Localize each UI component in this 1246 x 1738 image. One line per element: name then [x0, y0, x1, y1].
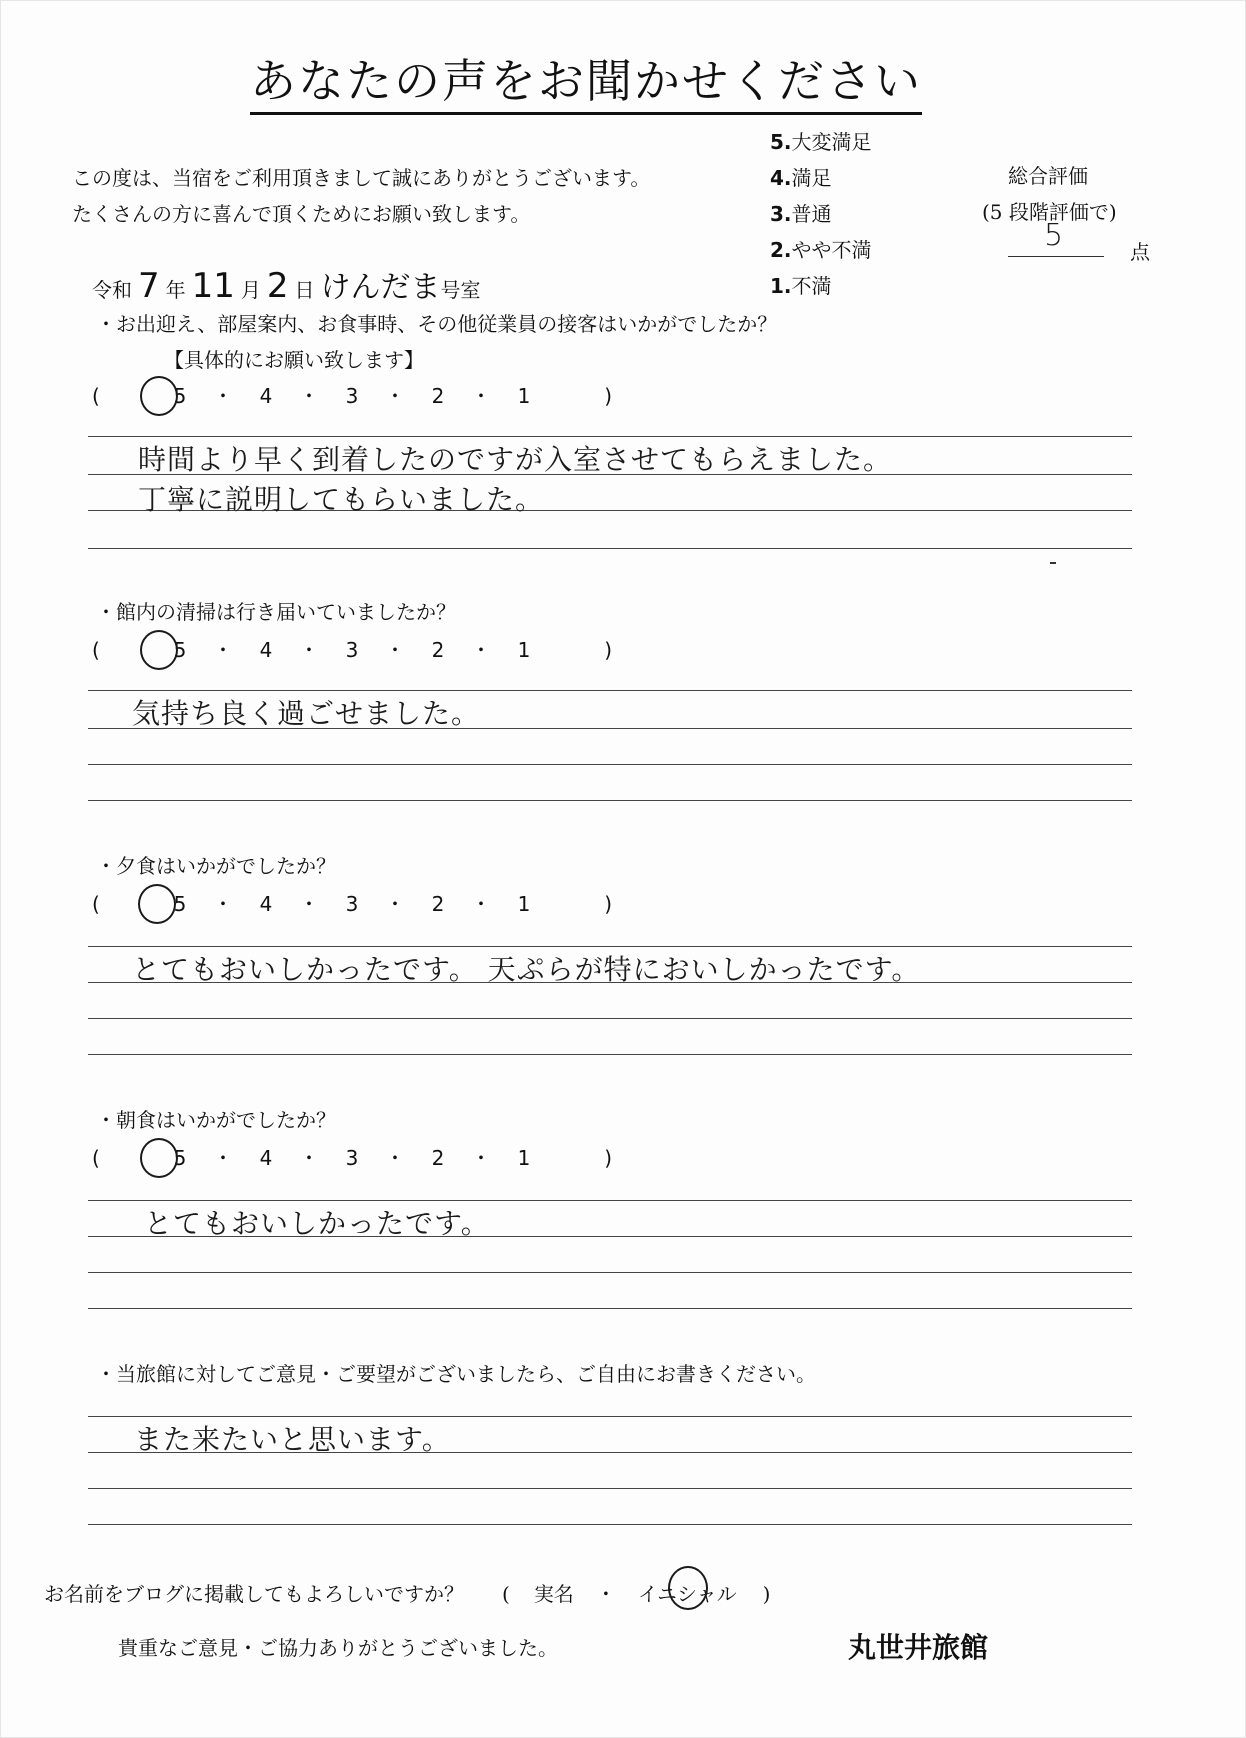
selected-rating-circle — [140, 630, 178, 670]
rating-row-breakfast: ( 5 ・ 4 ・ 3 ・ 2 ・ 1 ) — [92, 1146, 612, 1170]
stay-date-row — [92, 262, 481, 306]
answer-comments[interactable]: また来たいと思います。 — [134, 1423, 451, 1456]
selected-option-circle — [668, 1566, 708, 1610]
answer-line — [88, 1200, 1132, 1201]
rating-option-1[interactable]: 1 — [517, 638, 531, 662]
era-label: 令和 — [92, 278, 132, 302]
room-name[interactable]: けんだま — [320, 270, 441, 305]
page-title: あなたの声をお聞かせください — [250, 52, 922, 115]
rating-option-3[interactable]: 3 — [345, 892, 359, 916]
day-value[interactable]: 2 — [266, 266, 289, 306]
overall-score-unit: 点 — [1130, 240, 1150, 264]
question-dinner: ・夕食はいかがでしたか？ — [96, 854, 336, 878]
blog-consent-question: お名前をブログに掲載してもよろしいですか？ — [44, 1582, 464, 1606]
answer-line — [88, 436, 1132, 437]
question-service-note: 【具体的にお願い致します】 — [164, 348, 424, 372]
question-comments: ・当旅館に対してご意見・ご要望がございましたら、ご自由にお書きください。 — [96, 1362, 816, 1386]
answer-service-2[interactable]: 丁寧に説明してもらいました。 — [138, 483, 545, 516]
intro-line-1: この度は、当宿をご利用頂きまして誠にありがとうございます。 — [72, 166, 651, 190]
scale-4: 4.満足 — [770, 166, 832, 190]
rating-option-2[interactable]: 2 — [431, 638, 445, 662]
rating-option-3[interactable]: 3 — [345, 638, 359, 662]
selected-rating-circle — [140, 1138, 178, 1178]
selected-rating-circle — [140, 376, 178, 416]
overall-rating-label: 総合評価 — [1008, 164, 1088, 188]
rating-option-4[interactable]: 4 — [259, 384, 273, 408]
option-real-name[interactable]: 実名 — [533, 1582, 574, 1606]
overall-score-underline — [1008, 256, 1104, 257]
answer-line — [88, 1416, 1132, 1417]
answer-line — [88, 1272, 1132, 1273]
year-unit: 年 — [165, 278, 186, 302]
rating-option-2[interactable]: 2 — [431, 384, 445, 408]
overall-rating-subtitle: (5 段階評価で) — [982, 200, 1117, 224]
rating-option-3[interactable]: 3 — [345, 1146, 359, 1170]
scale-2: 2.やや不満 — [770, 238, 872, 262]
rating-option-4[interactable]: 4 — [259, 638, 273, 662]
answer-line — [88, 1018, 1132, 1019]
selected-rating-circle — [138, 884, 176, 924]
paper-speck — [1050, 562, 1056, 564]
option-initial[interactable]: イニシャル — [637, 1582, 737, 1606]
answer-line — [88, 1308, 1132, 1309]
day-unit: 日 — [294, 278, 315, 302]
rating-row-cleaning: ( 5 ・ 4 ・ 3 ・ 2 ・ 1 ) — [92, 638, 612, 662]
rating-option-2[interactable]: 2 — [431, 892, 445, 916]
answer-dinner[interactable]: とてもおいしかったです。 天ぷらが特においしかったです。 — [132, 953, 921, 986]
rating-scale-legend — [770, 124, 872, 304]
rating-option-1[interactable]: 1 — [517, 1146, 531, 1170]
blog-consent-row: お名前をブログに掲載してもよろしいですか？ ( 実名 ・ イニシャル ) — [44, 1582, 771, 1606]
answer-line — [88, 1524, 1132, 1525]
answer-line — [88, 764, 1132, 765]
intro-line-2: たくさんの方に喜んで頂くためにお願い致します。 — [72, 202, 531, 226]
answer-cleaning[interactable]: 気持ち良く過ごせました。 — [132, 697, 481, 730]
inn-name: 丸世井旅館 — [848, 1631, 989, 1664]
scale-5: 5.大変満足 — [770, 130, 872, 154]
room-unit: 号室 — [440, 278, 481, 302]
answer-line — [88, 1054, 1132, 1055]
question-service: ・お出迎え、部屋案内、お食事時、その他従業員の接客はいかがでしたか？ — [96, 312, 778, 336]
question-breakfast: ・朝食はいかがでしたか？ — [96, 1108, 336, 1132]
rating-option-5[interactable]: 5 — [173, 1146, 187, 1170]
scale-1: 1.不満 — [770, 274, 832, 298]
rating-option-4[interactable]: 4 — [259, 1146, 273, 1170]
rating-option-1[interactable]: 1 — [517, 892, 531, 916]
thanks-message: 貴重なご意見・ご協力ありがとうございました。 — [118, 1636, 558, 1660]
answer-line — [88, 800, 1132, 801]
year-value[interactable]: 7 — [138, 266, 160, 306]
answer-line — [88, 1488, 1132, 1489]
rating-option-5[interactable]: 5 — [173, 384, 187, 408]
rating-option-5[interactable]: 5 — [173, 892, 187, 916]
rating-row-dinner: ( 5 ・ 4 ・ 3 ・ 2 ・ 1 ) — [92, 892, 612, 916]
rating-option-4[interactable]: 4 — [259, 892, 273, 916]
answer-line — [88, 548, 1132, 549]
rating-option-2[interactable]: 2 — [431, 1146, 445, 1170]
month-value[interactable]: 11 — [191, 266, 235, 306]
answer-service-1[interactable]: 時間より早く到着したのですが入室させてもらえました。 — [138, 443, 893, 476]
answer-line — [88, 946, 1132, 947]
overall-score[interactable]: 5 — [1044, 218, 1064, 253]
rating-row-service: ( 5 ・ 4 ・ 3 ・ 2 ・ 1 ) — [92, 384, 612, 408]
rating-option-3[interactable]: 3 — [345, 384, 359, 408]
rating-option-5[interactable]: 5 — [173, 638, 187, 662]
rating-option-1[interactable]: 1 — [517, 384, 531, 408]
scale-3: 3.普通 — [770, 202, 832, 226]
answer-line — [88, 690, 1132, 691]
question-cleaning: ・館内の清掃は行き届いていましたか？ — [96, 600, 456, 624]
month-unit: 月 — [240, 278, 261, 302]
answer-breakfast[interactable]: とてもおいしかったです。 — [144, 1207, 490, 1240]
